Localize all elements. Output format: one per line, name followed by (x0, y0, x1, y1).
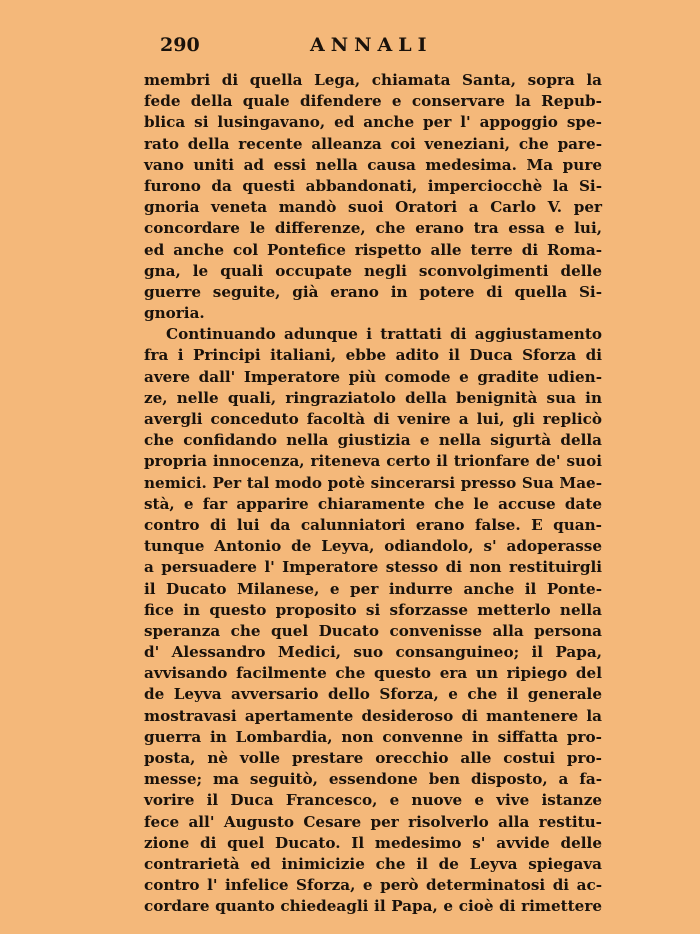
text-line: rato della recente alleanza coi veneziani, che pare- (144, 134, 602, 153)
text-line: concordare le differenze, che erano tra essa e lui, (144, 219, 602, 238)
page-number: 290 (160, 34, 200, 56)
text-line: gnoria. (144, 304, 205, 323)
text-line: blica si lusingavano, ed anche per l' appoggio spe- (144, 113, 602, 132)
text-line: vano uniti ad essi nella causa medesima. Ma pure (144, 155, 602, 174)
text-line: vorire il Duca Francesco, e nuove e vive istanze (144, 791, 602, 810)
text-line: ed anche col Pontefice rispetto alle terre di Roma- (144, 240, 602, 259)
text-line: a persuadere l' Imperatore stesso di non restituirgli (144, 558, 602, 577)
page-header (160, 34, 610, 58)
text-line: fede della quale difendere e conservare la Repub- (144, 92, 602, 111)
text-line: stà, e far apparire chiaramente che le accuse date (144, 494, 602, 513)
text-line: messe; ma seguitò, essendone ben disposto, a fa- (144, 770, 602, 789)
text-line: contro l' infelice Sforza, e però determinatosi di ac- (144, 876, 602, 895)
text-line: posta, nè volle prestare orecchio alle costui pro- (144, 749, 602, 767)
text-line: fra i Principi italiani, ebbe adito il Duca Sforza di (144, 346, 602, 365)
text-line: speranza che quel Ducato convenisse alla persona (144, 621, 602, 640)
paragraph-first-line: Continuando adunque i trattati di aggiustamento (166, 325, 602, 344)
text-line: avvisando facilmente che questo era un ripiego del (144, 664, 602, 683)
text-line: mostravasi apertamente desideroso di mantenere la (144, 706, 602, 725)
text-line: ze, nelle quali, ringraziatolo della benignità sua in (144, 388, 602, 407)
text-line: propria innocenza, riteneva certo il trionfare de' suoi (144, 452, 602, 471)
text-line: avergli conceduto facoltà di venire a lui, gli replicò (144, 410, 602, 428)
text-line: gna, le quali occupate negli sconvolgimenti delle (144, 261, 602, 280)
text-line: membri di quella Lega, chiamata Santa, sopra la (144, 71, 602, 89)
text-line: fice in questo proposito si sforzasse metterlo nella (144, 600, 602, 619)
text-line: nemici. Per tal modo potè sincerarsi presso Sua Mae- (144, 473, 602, 492)
text-line: tunque Antonio de Leyva, odiandolo, s' adoperasse (144, 537, 602, 556)
text-line: il Ducato Milanese, e per indurre anche il Ponte- (144, 579, 602, 598)
text-line: fece all' Augusto Cesare per risolverlo alla restitu- (144, 812, 602, 831)
text-line: cordare quanto chiedeagli il Papa, e cioè di rimettere (144, 897, 602, 916)
text-line: contro di lui da calunniatori erano false. E quan- (144, 515, 602, 534)
text-line: avere dall' Imperatore più comode e gradite udien- (144, 367, 602, 386)
body-text (144, 70, 602, 918)
text-line: d' Alessandro Medici, suo consanguineo; il Papa, (144, 643, 602, 662)
text-line: che confidando nella giustizia e nella sigurtà della (144, 431, 602, 450)
text-line: guerre seguite, già erano in potere di quella Si- (144, 282, 602, 301)
text-line: guerra in Lombardia, non convenne in siffatta pro- (144, 727, 602, 746)
text-line: gnoria veneta mandò suoi Oratori a Carlo V. per (144, 198, 602, 217)
text-line: de Leyva avversario dello Sforza, e che il generale (144, 685, 602, 704)
text-line: zione di quel Ducato. Il medesimo s' avvide delle (144, 833, 602, 852)
running-head: ANNALI (310, 34, 433, 56)
text-line: furono da questi abbandonati, imperciocchè la Si- (144, 176, 602, 195)
text-line: contrarietà ed inimicizie che il de Leyva spiegava (144, 854, 602, 873)
